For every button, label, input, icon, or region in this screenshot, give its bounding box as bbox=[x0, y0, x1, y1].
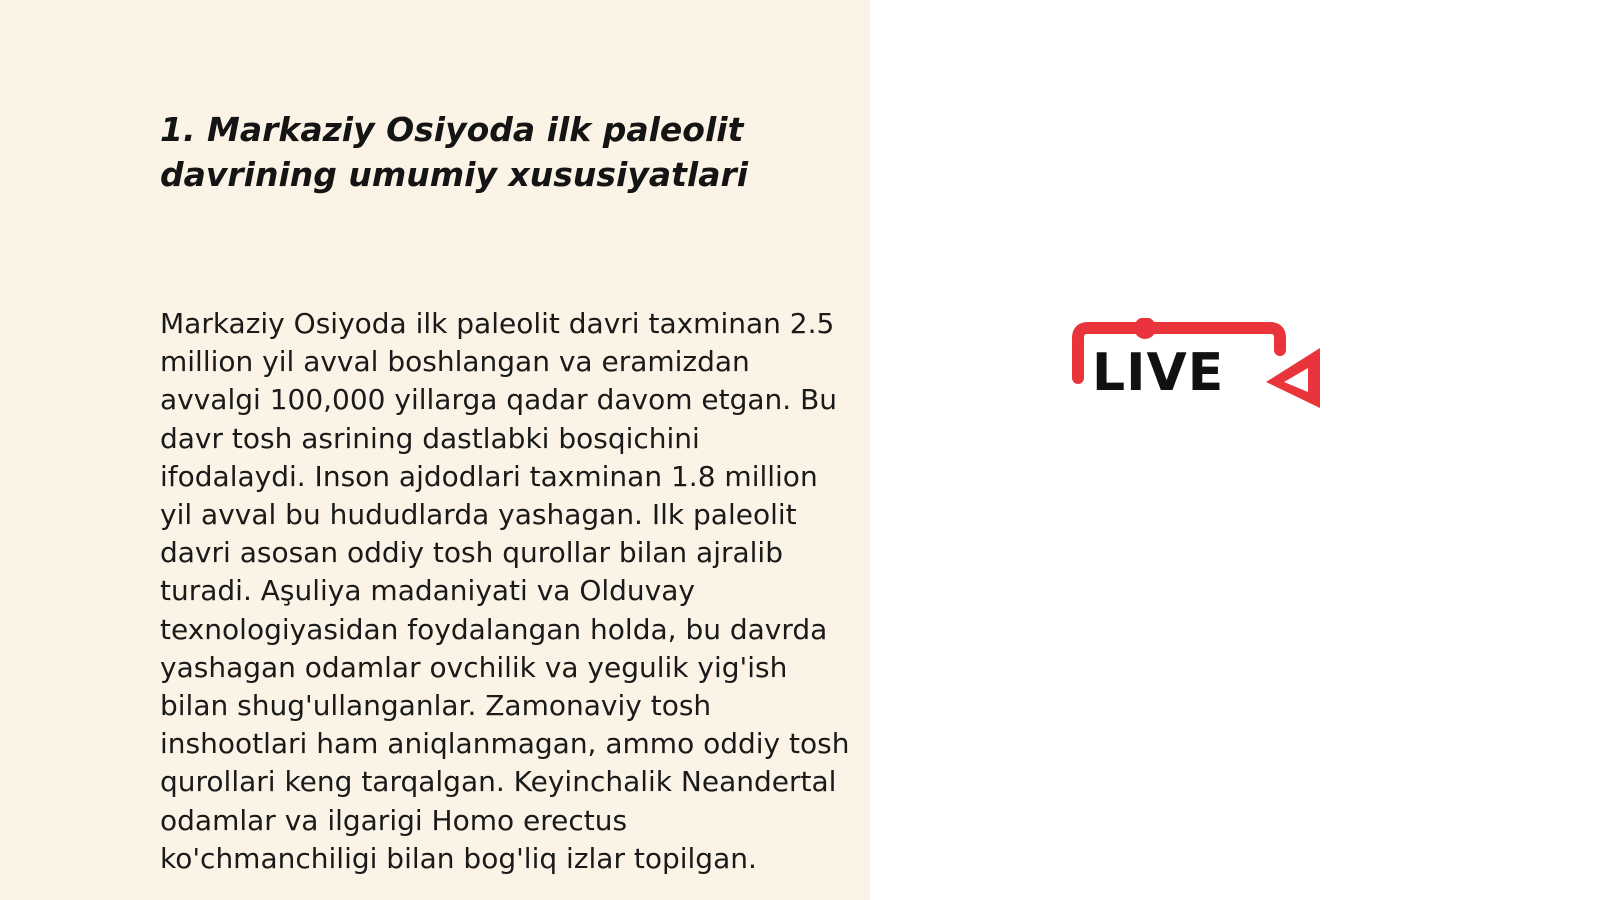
live-stream-icon bbox=[1070, 318, 1330, 412]
live-label: LIVE bbox=[1092, 343, 1225, 403]
slide-body-text: Markaziy Osiyoda ilk paleolit davri taxminan 2.5 million yil avval boshlangan va eramizdan avvalgi 100,000 yillarga qadar davom etgan. Bu davr tosh asrining dastlabki bosqichini ifodalaydi. Inson ajdodlari taxminan 1.8 million yil avval bu hududlarda yashagan. Ilk paleolit davri asosan oddiy tosh qurollar bilan ajralib turadi. Aşuliya madaniyati va Olduvay texnologiyasidan foydalangan holda, bu davrda yashagan odamlar ovchilik va yegulik yig'ish bilan shug'ullanganlar. Zamonaviy tosh inshootlari ham aniqlanmagan, ammo oddiy tosh qurollari keng tarqalgan. Keyinchalik Neandertal odamlar va ilgarigi Homo erectus ko'chmanchiligi bilan bog'liq izlar topilgan. bbox=[160, 307, 850, 875]
image-panel bbox=[870, 0, 1600, 900]
slide-title: 1. Markaziy Osiyoda ilk paleolit davrining umumiy xususiyatlari bbox=[160, 110, 749, 194]
